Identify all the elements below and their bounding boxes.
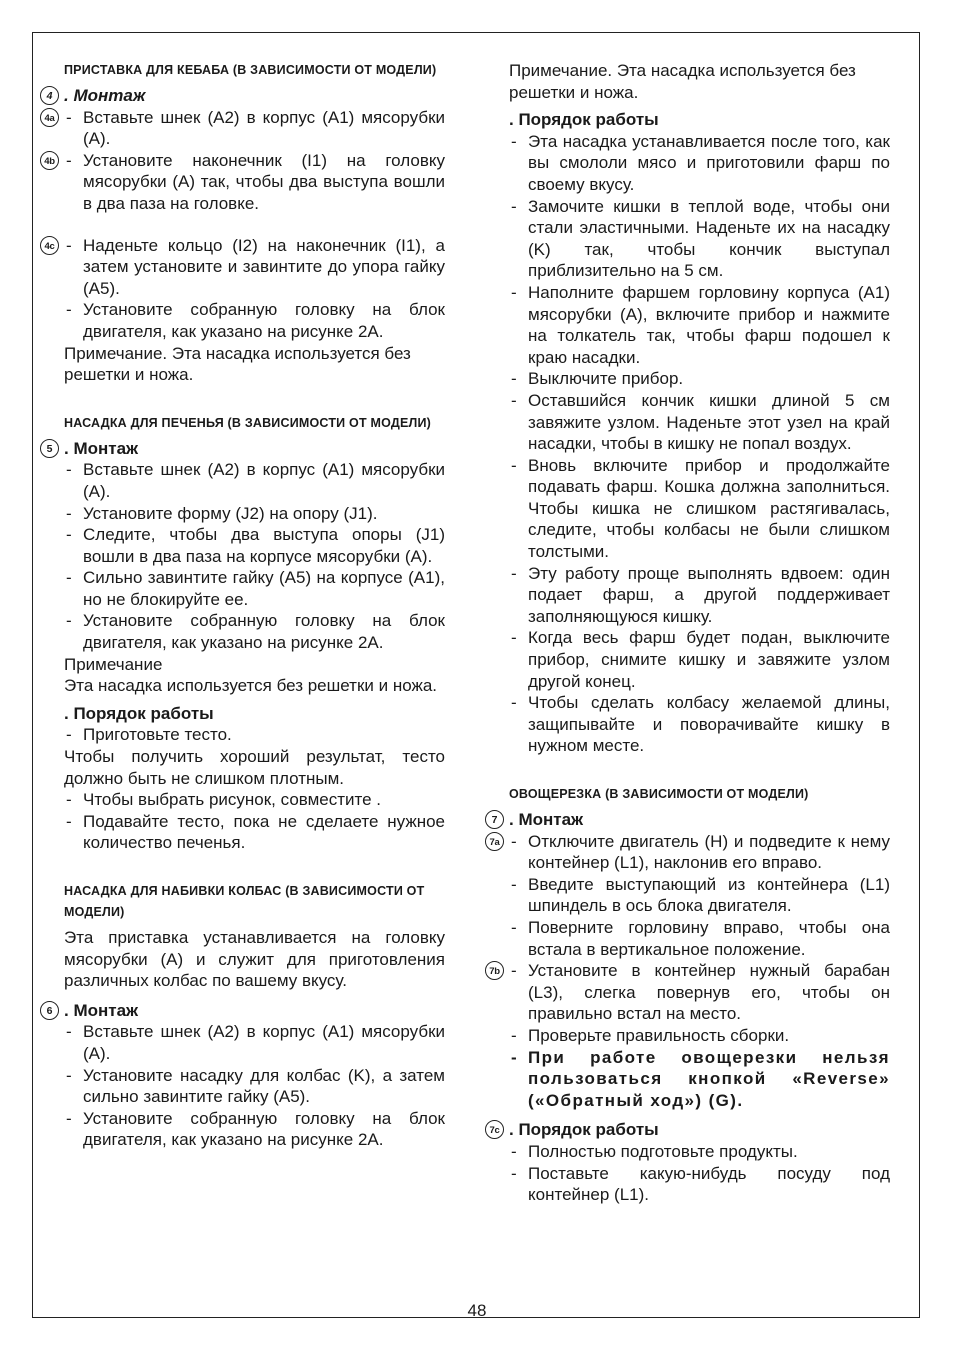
- step-7b-badge: - 7b: [485, 961, 504, 980]
- cookies-note-label: Примечание: [64, 654, 163, 674]
- page-number: 48: [467, 1301, 487, 1320]
- step-7a-badge: - 7a: [485, 832, 504, 851]
- list-item: - Установите собранную головку на блок двигателя, как указано на рисунке 2A.: [64, 610, 445, 653]
- vegetable-assembly-heading: 7 . Монтаж: [509, 809, 890, 831]
- cookies-assembly-heading: 5 . Монтаж: [64, 438, 445, 460]
- cookies-note-text: Эта насадка используется без решетки и ножа.: [64, 676, 438, 696]
- vegetable-step-7b: - 7b Установите в контейнер нужный барабан (L3), слегка повернув его, чтобы он правильно встал на место.: [509, 960, 890, 1025]
- list-item: - Когда весь фарш будет подан, выключите прибор, снимите кишку и завяжите узлом другой конец.: [509, 627, 890, 692]
- kebab-assembly-heading: 4 . Монтаж: [64, 85, 445, 107]
- list-item: - Замочите кишки в теплой воде, чтобы они стали эластичными. Наденьте их на насадку (K) так, чтобы кончик выступал приблизительно на 5 см.: [509, 196, 890, 282]
- left-column: [44, 60, 445, 1151]
- step-7-badge: 7: [485, 810, 504, 829]
- step-7c-badge: 7c: [485, 1120, 504, 1139]
- list-item: - Наполните фаршем горловину корпуса (A1) мясорубки (A), включите прибор и нажмите на толкатель так, чтобы фарш подошел к краю насадки.: [509, 282, 890, 368]
- step-6-badge: 6: [40, 1001, 59, 1020]
- list-item: - Эту работу проще выполнять вдвоем: один подает фарш, а другой поддерживает заполняющуюся кишку.: [509, 563, 890, 628]
- list-item: - Введите выступающий из контейнера (L1) шпиндель в ось блока двигателя.: [509, 874, 890, 917]
- list-item: - Поставьте какую-нибудь посуду под контейнер (L1).: [509, 1163, 890, 1206]
- list-item: - Эта насадка устанавливается после того, как вы смололи мясо и приготовили фарш по своему вкусу.: [509, 131, 890, 196]
- sausage-intro: Эта приставка устанавливается на головку мясорубки (A) и служит для приготовления различных колбас по вашему вкусу.: [64, 928, 445, 991]
- vegetable-operation-heading: 7c . Порядок работы: [509, 1119, 890, 1141]
- list-item: - Поверните горловину вправо, чтобы она встала в вертикальное положение.: [509, 917, 890, 960]
- list-item: - Подавайте тесто, пока не сделаете нужное количество печенья.: [64, 811, 445, 854]
- cookies-operation-paragraph: Чтобы получить хороший результат, тесто должно быть не слишком плотным.: [64, 747, 445, 788]
- step-4c-badge: - 4c: [40, 236, 59, 255]
- list-item: - Выключите прибор.: [509, 368, 890, 390]
- cookies-operation-heading: . Порядок работы: [64, 703, 214, 723]
- list-item: - Оставшийся кончик кишки длиной 5 см завяжите узлом. Наденьте этот узел на край насадки, чтобы в кишку не попал воздух.: [509, 390, 890, 455]
- list-item: - Приготовьте тесто.: [64, 724, 445, 746]
- list-item: - Вновь включите прибор и продолжайте подавать фарш. Кошка должна заполниться. Чтобы кишка не слишком растягивалась, следите, чтобы колбасы не были слишком толстыми.: [509, 455, 890, 563]
- cookies-heading: НАСАДКА ДЛЯ ПЕЧЕНЬЯ (В ЗАВИСИМОСТИ ОТ МОДЕЛИ): [64, 415, 432, 430]
- kebab-step-4b: - 4b Установите наконечник (I1) на головку мясорубки (A) так, чтобы два выступа вошли в два паза на головке.: [64, 150, 445, 215]
- step-5-badge: 5: [40, 439, 59, 458]
- list-item: - Следите, чтобы два выступа опоры (J1) вошли в два паза на корпусе мясорубки (A).: [64, 524, 445, 567]
- list-item: - Чтобы сделать колбасу желаемой длины, защипывайте и поворачивайте кишку в нужном месте.: [509, 692, 890, 757]
- sausage-heading: НАСАДКА ДЛЯ НАБИВКИ КОЛБАС (В ЗАВИСИМОСТИ ОТ МОДЕЛИ): [64, 884, 425, 919]
- list-item: - Установите собранную головку на блок двигателя, как указано на рисунке 2A.: [64, 1108, 445, 1151]
- kebab-note: Примечание. Эта насадка используется без решетки и ножа.: [64, 343, 411, 385]
- vegetable-heading: ОВОЩЕРЕЗКА (В ЗАВИСИМОСТИ ОТ МОДЕЛИ): [509, 787, 809, 801]
- list-item: - Полностью подготовьте продукты.: [509, 1141, 890, 1163]
- sausage-note: Примечание. Эта насадка используется без решетки и ножа.: [509, 61, 856, 102]
- sausage-operation-heading: . Порядок работы: [509, 110, 659, 130]
- kebab-step-4c: - 4c Наденьте кольцо (I2) на наконечник (I1), а затем установите и завинтите до упора гайку (A5).: [64, 235, 445, 300]
- kebab-heading: ПРИСТАВКА ДЛЯ КЕБАБА (В ЗАВИСИМОСТИ ОТ МОДЕЛИ): [64, 63, 437, 77]
- vegetable-warning: - При работе овощерезки нельзя пользоваться кнопкой «Reverse» («Обратный ход») (G).: [509, 1047, 890, 1112]
- list-item: - Проверьте правильность сборки.: [509, 1025, 890, 1047]
- list-item: - Вставьте шнек (A2) в корпус (A1) мясорубки (A).: [64, 1021, 445, 1064]
- list-item: - Сильно завинтите гайку (A5) на корпусе (A1), но не блокируйте ее.: [64, 567, 445, 610]
- list-item: - Установите форму (J2) на опору (J1).: [64, 503, 445, 525]
- right-column: [489, 60, 890, 1206]
- step-4-badge: 4: [40, 86, 59, 105]
- sausage-assembly-heading: 6 . Монтаж: [64, 1000, 445, 1022]
- kebab-install-step: - Установите собранную головку на блок двигателя, как указано на рисунке 2A.: [64, 299, 445, 342]
- vegetable-step-7a: - 7a Отключите двигатель (H) и подведите к нему контейнер (L1), наклонив его вправо.: [509, 831, 890, 874]
- list-item: - Вставьте шнек (A2) в корпус (A1) мясорубки (A).: [64, 459, 445, 502]
- kebab-step-4a: - 4a Вставьте шнек (A2) в корпус (A1) мясорубки (A).: [64, 107, 445, 150]
- list-item: - Чтобы выбрать рисунок, совместите .: [64, 789, 445, 811]
- step-4b-badge: - 4b: [40, 151, 59, 170]
- list-item: - Установите насадку для колбас (K), а затем сильно завинтите гайку (A5).: [64, 1065, 445, 1108]
- step-4a-badge: - 4a: [40, 108, 59, 127]
